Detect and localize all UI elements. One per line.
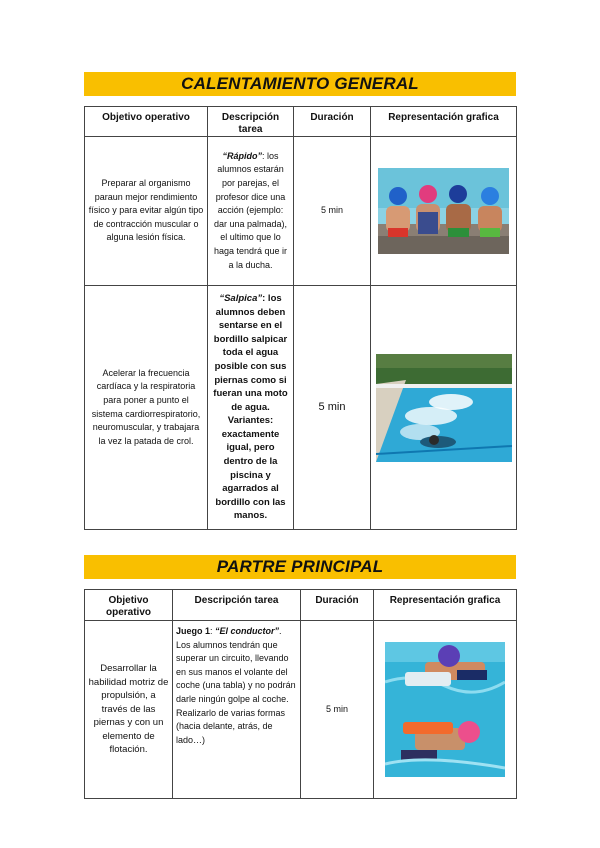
main-part-table — [84, 589, 517, 799]
kids-with-kickboards-photo — [385, 642, 505, 777]
header-duration: Duración — [294, 107, 371, 137]
table-row — [85, 137, 517, 286]
representation-cell — [371, 137, 517, 286]
header-representation: Representación grafica — [371, 107, 517, 137]
table-row — [85, 286, 517, 530]
game-prefix-colon: : — [210, 626, 216, 636]
warmup-table — [84, 106, 517, 530]
section-title-principal: PARTRE PRINCIPAL — [84, 555, 516, 579]
table-row — [85, 621, 517, 799]
game-name: “Rápido” — [222, 150, 262, 161]
description-text: . Los alumnos tendrán que superar un circuito, llevando en sus manos el volante del coche (una tabla) y no podrán darle ningún golpe al coche. Realizarlo de varias formas (hacia delante, atrás, de lado…) — [176, 626, 296, 745]
game-name: “Salpica” — [219, 292, 263, 304]
objective-cell: Acelerar la frecuencia cardíaca y la respiratoria para poner a punto el sistema cardiorrespiratorio, neuromuscular, y trabajara la vez la patada de crol. — [85, 286, 208, 530]
header-description: Descripción tarea — [208, 107, 294, 137]
header-objective: Objetivo operativo — [85, 590, 173, 621]
description-cell — [173, 621, 301, 799]
duration-cell: 5 min — [294, 137, 371, 286]
table-header-row — [85, 107, 517, 137]
description-text: : los alumnos deben sentarse en el bordillo salpicar toda el agua posible con sus piernas como si fueran una moto de agua. Variantes: exactamente igual, pero dentro de la piscina y agarrados al bordillo con las manos. — [213, 292, 288, 522]
objective-cell: Preparar al organismo paraun mejor rendimiento físico y para evitar algún tipo de contracción muscular o alguna lesión física. — [85, 137, 208, 286]
header-duration: Duración — [301, 590, 374, 621]
duration-cell: 5 min — [301, 621, 374, 799]
game-name: “El conductor” — [215, 626, 280, 636]
representation-cell — [374, 621, 517, 799]
section-title-calentamiento: CALENTAMIENTO GENERAL — [84, 72, 516, 96]
game-prefix: Juego 1 — [176, 626, 211, 636]
description-cell — [208, 286, 294, 530]
table-header-row — [85, 590, 517, 621]
children-sitting-poolside-photo — [378, 168, 509, 254]
swimmers-kicking-pool-photo — [376, 354, 512, 462]
header-description: Descripción tarea — [173, 590, 301, 621]
representation-cell — [371, 286, 517, 530]
description-text: : los alumnos estarán por parejas, el profesor dice una acción (ejemplo: dar una palmada), el ultimo que lo haga tendrá que ir a la ducha. — [213, 150, 288, 270]
header-objective: Objetivo operativo — [85, 107, 208, 137]
duration-cell: 5 min — [294, 286, 371, 530]
description-cell — [208, 137, 294, 286]
header-representation: Representación grafica — [374, 590, 517, 621]
objective-cell: Desarrollar la habilidad motriz de propulsión, a través de las piernas y con un elemento de flotación. — [85, 621, 173, 799]
